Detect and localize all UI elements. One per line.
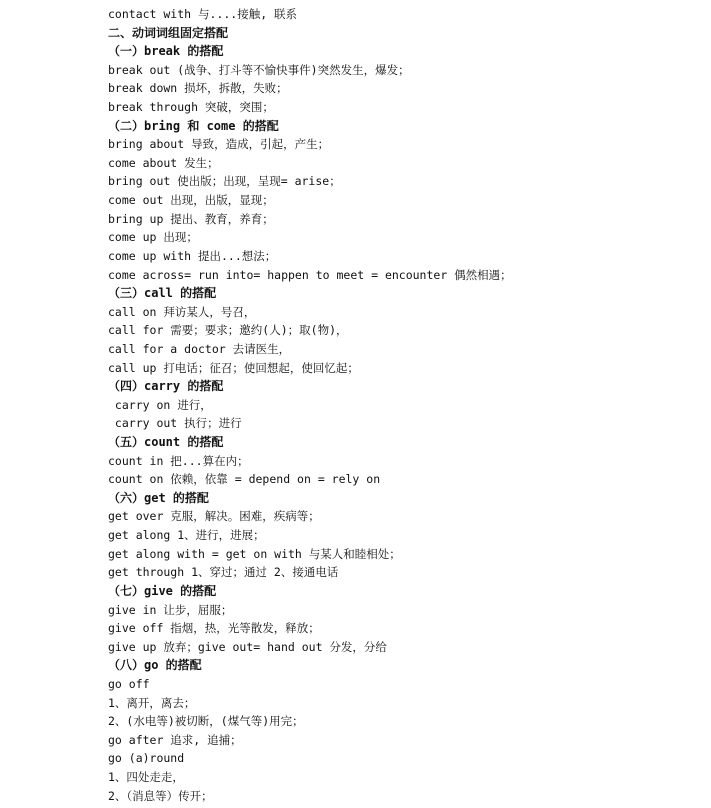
section-heading: （八）go 的搭配	[108, 658, 202, 673]
text-line: break through 突破，突围；	[108, 100, 274, 115]
section-heading: （五）count 的搭配	[108, 435, 224, 450]
text-line: give up 放弃；give out= hand out 分发，分给	[108, 639, 387, 654]
text-line: come up with 提出...想法；	[108, 248, 277, 263]
text-line: carry on 进行，	[108, 397, 212, 412]
text-line: give in 让步，屈服；	[108, 602, 233, 617]
text-line: 1、离开，离去；	[108, 695, 196, 710]
text-line: go (a)round	[108, 751, 185, 766]
text-line: call for a doctor 去请医生，	[108, 341, 291, 356]
text-line: go after 追求, 追捕；	[108, 732, 242, 747]
section-heading: （四）carry 的搭配	[108, 379, 224, 394]
text-line: come about 发生；	[108, 155, 219, 170]
text-line: come out 出现，出版，显现；	[108, 193, 274, 208]
section-heading: （二）bring 和 come 的搭配	[108, 118, 279, 133]
text-line: go off	[108, 676, 150, 691]
text-line: count on 依赖，依靠 = depend on = rely on	[108, 472, 381, 487]
text-line: get along 1、进行，进展；	[108, 528, 265, 543]
text-line: count in 把...算在内；	[108, 453, 249, 468]
text-line: get along with = get on with 与某人和睦相处；	[108, 546, 401, 561]
text-line: bring out 使出版；出现，呈现= arise；	[108, 174, 341, 189]
section-heading: （三）call 的搭配	[108, 286, 217, 301]
text-line: give off 指烟，热，光等散发，释放；	[108, 621, 320, 636]
text-line: get through 1、穿过；通过 2、接通电话	[108, 565, 339, 580]
section-heading: 二、动词词组固定搭配	[108, 25, 229, 40]
text-line: get over 克服，解决。困难，疾病等；	[108, 509, 320, 524]
text-line: 1、四处走走，	[108, 769, 184, 784]
text-line: call for 需要；要求；邀约(人)；取(物)，	[108, 323, 348, 338]
text-line: call on 拜访某人，号召，	[108, 304, 256, 319]
text-line: bring up 提出、教育，养育；	[108, 211, 274, 226]
text-line: come across= run into= happen to meet = encounter 偶然相遇；	[108, 267, 512, 282]
document-body	[108, 5, 698, 805]
text-line: 2、（消息等）传开；	[108, 788, 213, 803]
text-line: come up 出现；	[108, 230, 198, 245]
text-line: bring about 导致，造成，引起，产生；	[108, 137, 330, 152]
text-line: break out (战争、打斗等不愉快事件)突然发生，爆发；	[108, 62, 410, 77]
text-line: break down 损坏，拆散，失败；	[108, 81, 288, 96]
text-line: carry out 执行；进行	[108, 416, 242, 431]
text-line: 2、(水电等)被切断，(煤气等)用完；	[108, 714, 304, 729]
text-line: contact with 与....接触, 联系	[108, 7, 298, 21]
section-heading: （六）get 的搭配	[108, 490, 209, 505]
section-heading: （一）break 的搭配	[108, 44, 224, 59]
section-heading: （七）give 的搭配	[108, 583, 217, 598]
text-line: call up 打电话；征召；使回想起，使回忆起；	[108, 360, 359, 375]
